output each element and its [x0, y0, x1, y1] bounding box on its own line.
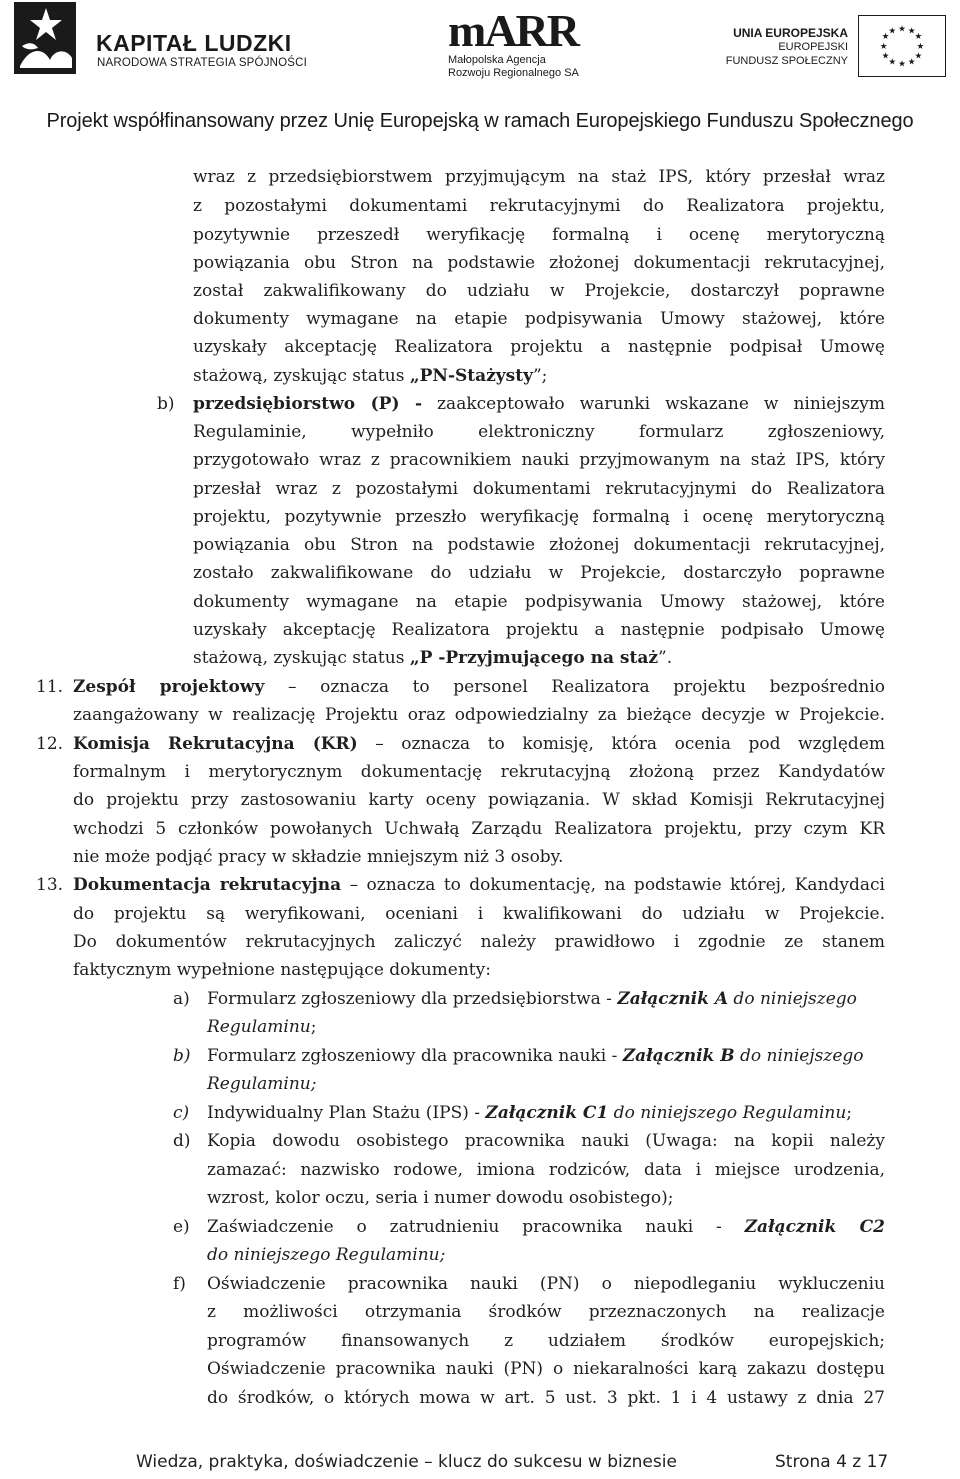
- svg-text:★: ★: [898, 59, 906, 70]
- list-number: 11.: [36, 677, 64, 697]
- text-line: [73, 871, 885, 899]
- footer-slogan: Wiedza, praktyka, doświadczenie – klucz do sukcesu w biznesie: [136, 1452, 677, 1472]
- text-line: przygotowało wraz z pracownikiem nauki przyjmowanym na staż IPS, który: [193, 450, 885, 470]
- text-fragment: zaakceptowało warunki wskazane w niniejszym: [422, 394, 885, 414]
- svg-text:★: ★: [879, 41, 888, 52]
- text-line: formalnym i merytorycznym dokumentację rekrutacyjną złożoną przez Kandydatów: [73, 762, 885, 782]
- text-line: do projektu są weryfikowani, oceniani i kwalifikowani do udziału w Projekcie.: [73, 904, 885, 924]
- text-line: programów finansowanych z udziałem środków europejskich;: [207, 1331, 885, 1351]
- text-line: wchodzi 5 członków powołanych Uchwałą Zarządu Realizatora projektu, przy czym KR: [73, 819, 885, 839]
- list-marker: [173, 1042, 191, 1070]
- text-line: z pozostałymi dokumentami rekrutacyjnymi do Realizatora projektu,: [193, 196, 885, 216]
- eu-text-block: [726, 26, 848, 68]
- text-line: [73, 673, 885, 701]
- attachment-c1-ref: Załącznik C1: [485, 1103, 609, 1123]
- text-fragment: Formularz zgłoszeniowy dla pracownika nauki -: [207, 1046, 623, 1066]
- text-line: [207, 1013, 316, 1041]
- text-line: Kopia dowodu osobistego pracownika nauki (Uwaga: na kopii należy: [207, 1131, 885, 1151]
- text-fragment: do niniejszego: [728, 989, 857, 1009]
- text-fragment: Zaświadczenie o zatrudnieniu pracownika nauki -: [207, 1217, 745, 1237]
- text-fragment: – oznacza to personel Realizatora projektu bezpośrednio: [264, 677, 885, 697]
- svg-text:★: ★: [914, 51, 923, 62]
- text-line: z możliwości otrzymania środków przeznaczonych na realizacje: [207, 1302, 885, 1322]
- text-line: zaangażowany w realizację Projektu oraz odpowiedzialny za bieżące decyzje w Projekcie.: [73, 705, 885, 725]
- marr-name-line2: Rozwoju Regionalnego SA: [448, 67, 579, 79]
- text-line: Oświadczenie pracownika nauki (PN) o niepodleganiu wykluczeniu: [207, 1274, 885, 1294]
- text-line: Regulaminie, wypełniło elektroniczny formularz zgłoszeniowy,: [193, 422, 885, 442]
- text-line: zostało zakwalifikowane do udziału w Projekcie, dostarczyło poprawne: [193, 563, 885, 583]
- svg-text:★: ★: [916, 41, 925, 52]
- text-fragment: do niniejszego Regulaminu: [608, 1103, 847, 1123]
- marr-logo-mark: mARR: [448, 5, 578, 56]
- svg-text:★: ★: [888, 26, 897, 37]
- kapital-ludzki-logo-icon: [14, 2, 76, 74]
- page-number: Strona 4 z 17: [775, 1452, 889, 1472]
- text-fragment: Indywidualny Plan Stażu (IPS) -: [207, 1103, 486, 1123]
- page-header: [0, 0, 960, 150]
- text-line: [207, 1070, 316, 1098]
- svg-text:★: ★: [907, 26, 916, 37]
- svg-text:★: ★: [898, 24, 906, 35]
- text-line: [207, 1099, 852, 1127]
- eu-flag-icon: [858, 15, 946, 77]
- eu-line-1: UNIA EUROPEJSKA: [733, 26, 848, 40]
- text-fragment: Regulaminu: [207, 1017, 311, 1037]
- svg-text:★: ★: [907, 57, 916, 68]
- term-przedsiebiorstwo: przedsiębiorstwo (P) -: [193, 394, 423, 414]
- text-line: nie może podjąć pracy w składzie mniejszym niż 3 osoby.: [73, 847, 564, 867]
- text-line: [193, 390, 885, 418]
- term-zespol-projektowy: Zespół projektowy: [73, 677, 265, 697]
- attachment-c2-ref: Załącznik C2: [744, 1217, 885, 1237]
- term-dokumentacja-rekrutacyjna: Dokumentacja rekrutacyjna: [73, 875, 342, 895]
- text-line: [73, 730, 885, 758]
- text-fragment: Regulaminu;: [207, 1074, 317, 1094]
- text-line: wraz z przedsiębiorstwem przyjmującym na staż IPS, który przesłał wraz: [193, 167, 885, 187]
- text-line: powiązania obu Stron na podstawie złożonej dokumentacji rekrutacyjnej,: [193, 253, 885, 273]
- status-term-pn: „PN-Stażysty: [409, 366, 533, 386]
- text-line: [207, 1241, 445, 1269]
- text-line: pozytywnie przeszedł weryfikację formalną i ocenę merytoryczną: [193, 225, 885, 245]
- text-line: uzyskały akceptację Realizatora projektu a następnie podpisał Umowę: [193, 337, 885, 357]
- text-line: [207, 985, 857, 1013]
- text-line: [207, 1042, 864, 1070]
- text-line: do środków, o których mowa w art. 5 ust. 3 pkt. 1 i 4 ustawy z dnia 27: [207, 1388, 885, 1408]
- kapital-ludzki-subtitle: NARODOWA STRATEGIA SPÓJNOŚCI: [97, 57, 308, 69]
- eu-line-3: FUNDUSZ SPOŁECZNY: [725, 55, 848, 67]
- svg-text:★: ★: [881, 32, 890, 43]
- list-marker: a): [173, 989, 190, 1009]
- text-line: został zakwalifikowany do udziału w Projekcie, dostarczył poprawne: [193, 281, 885, 301]
- text-fragment: ;: [310, 1017, 317, 1037]
- text-line: [193, 362, 547, 390]
- text-line: projektu, pozytywnie przeszło weryfikację formalną i ocenę merytoryczną: [193, 507, 885, 527]
- text-line: wzrost, kolor oczu, seria i numer dowodu osobistego);: [207, 1188, 674, 1208]
- status-term-p: „P -Przyjmującego na staż: [409, 648, 659, 668]
- text-fragment: ;: [846, 1103, 853, 1123]
- list-number: 12.: [36, 734, 64, 754]
- term-komisja-rekrutacyjna: Komisja Rekrutacyjna (KR): [73, 734, 358, 754]
- text-line: przesłał wraz z pozostałymi dokumentami rekrutacyjnymi do Realizatora: [193, 479, 885, 499]
- text-line: faktycznym wypełnione następujące dokumenty:: [73, 960, 491, 980]
- list-marker: e): [173, 1217, 190, 1237]
- text-line: dokumenty wymagane na etapie podpisywania Umowy stażowej, które: [193, 592, 885, 612]
- text-line: uzyskały akceptację Realizatora projektu a następnie podpisało Umowę: [193, 620, 885, 640]
- text-fragment: do niniejszego: [734, 1046, 864, 1066]
- list-marker: [173, 1099, 189, 1127]
- attachment-a-ref: Załącznik A: [617, 989, 729, 1009]
- marr-name-line1: Małopolska Agencja: [448, 54, 546, 66]
- text-line: Oświadczenie pracownika nauki (PN) o niekaralności karą zakazu dostępu: [207, 1359, 885, 1379]
- marker-text: c): [173, 1103, 190, 1123]
- svg-text:★: ★: [888, 57, 897, 68]
- project-cofinancing-line: Projekt współfinansowany przez Unię Europejską w ramach Europejskiego Funduszu Społecznego: [46, 110, 914, 132]
- text-line: do projektu przy zastosowaniu karty oceny powiązania. W skład Komisji Rekrutacyjnej: [73, 790, 885, 810]
- text-line: zamazać: nazwisko rodowe, imiona rodziców, data i miejsce urodzenia,: [207, 1160, 885, 1180]
- text-fragment: stażową, zyskując status: [193, 648, 410, 668]
- text-fragment: ”.: [658, 648, 673, 668]
- list-marker: d): [173, 1131, 191, 1151]
- text-fragment: – oznacza to dokumentację, na podstawie której, Kandydaci: [341, 875, 885, 895]
- svg-text:★: ★: [914, 32, 923, 43]
- text-line: powiązania obu Stron na podstawie złożonej dokumentacji rekrutacyjnej,: [193, 535, 885, 555]
- text-line: dokumenty wymagane na etapie podpisywania Umowy stażowej, które: [193, 309, 885, 329]
- marker-text: b): [173, 1046, 191, 1066]
- text-fragment: – oznacza to komisję, która ocenia pod względem: [357, 734, 885, 754]
- list-number: 13.: [36, 875, 64, 895]
- attachment-b-ref: Załącznik B: [622, 1046, 735, 1066]
- text-fragment: do niniejszego Regulaminu;: [207, 1245, 446, 1265]
- text-fragment: ”;: [532, 366, 548, 386]
- text-fragment: stażową, zyskując status: [193, 366, 410, 386]
- text-fragment: Formularz zgłoszeniowy dla przedsiębiorstwa -: [207, 989, 618, 1009]
- svg-text:★: ★: [881, 51, 890, 62]
- eu-line-2: EUROPEJSKI: [778, 41, 848, 53]
- text-line: [193, 644, 672, 672]
- text-line: [207, 1213, 885, 1241]
- text-line: Do dokumentów rekrutacyjnych zaliczyć należy prawidłowo i zgodnie ze stanem: [73, 932, 885, 952]
- list-marker: b): [157, 394, 175, 414]
- list-marker: f): [173, 1274, 186, 1294]
- kapital-ludzki-title: KAPITAŁ LUDZKI: [96, 30, 292, 56]
